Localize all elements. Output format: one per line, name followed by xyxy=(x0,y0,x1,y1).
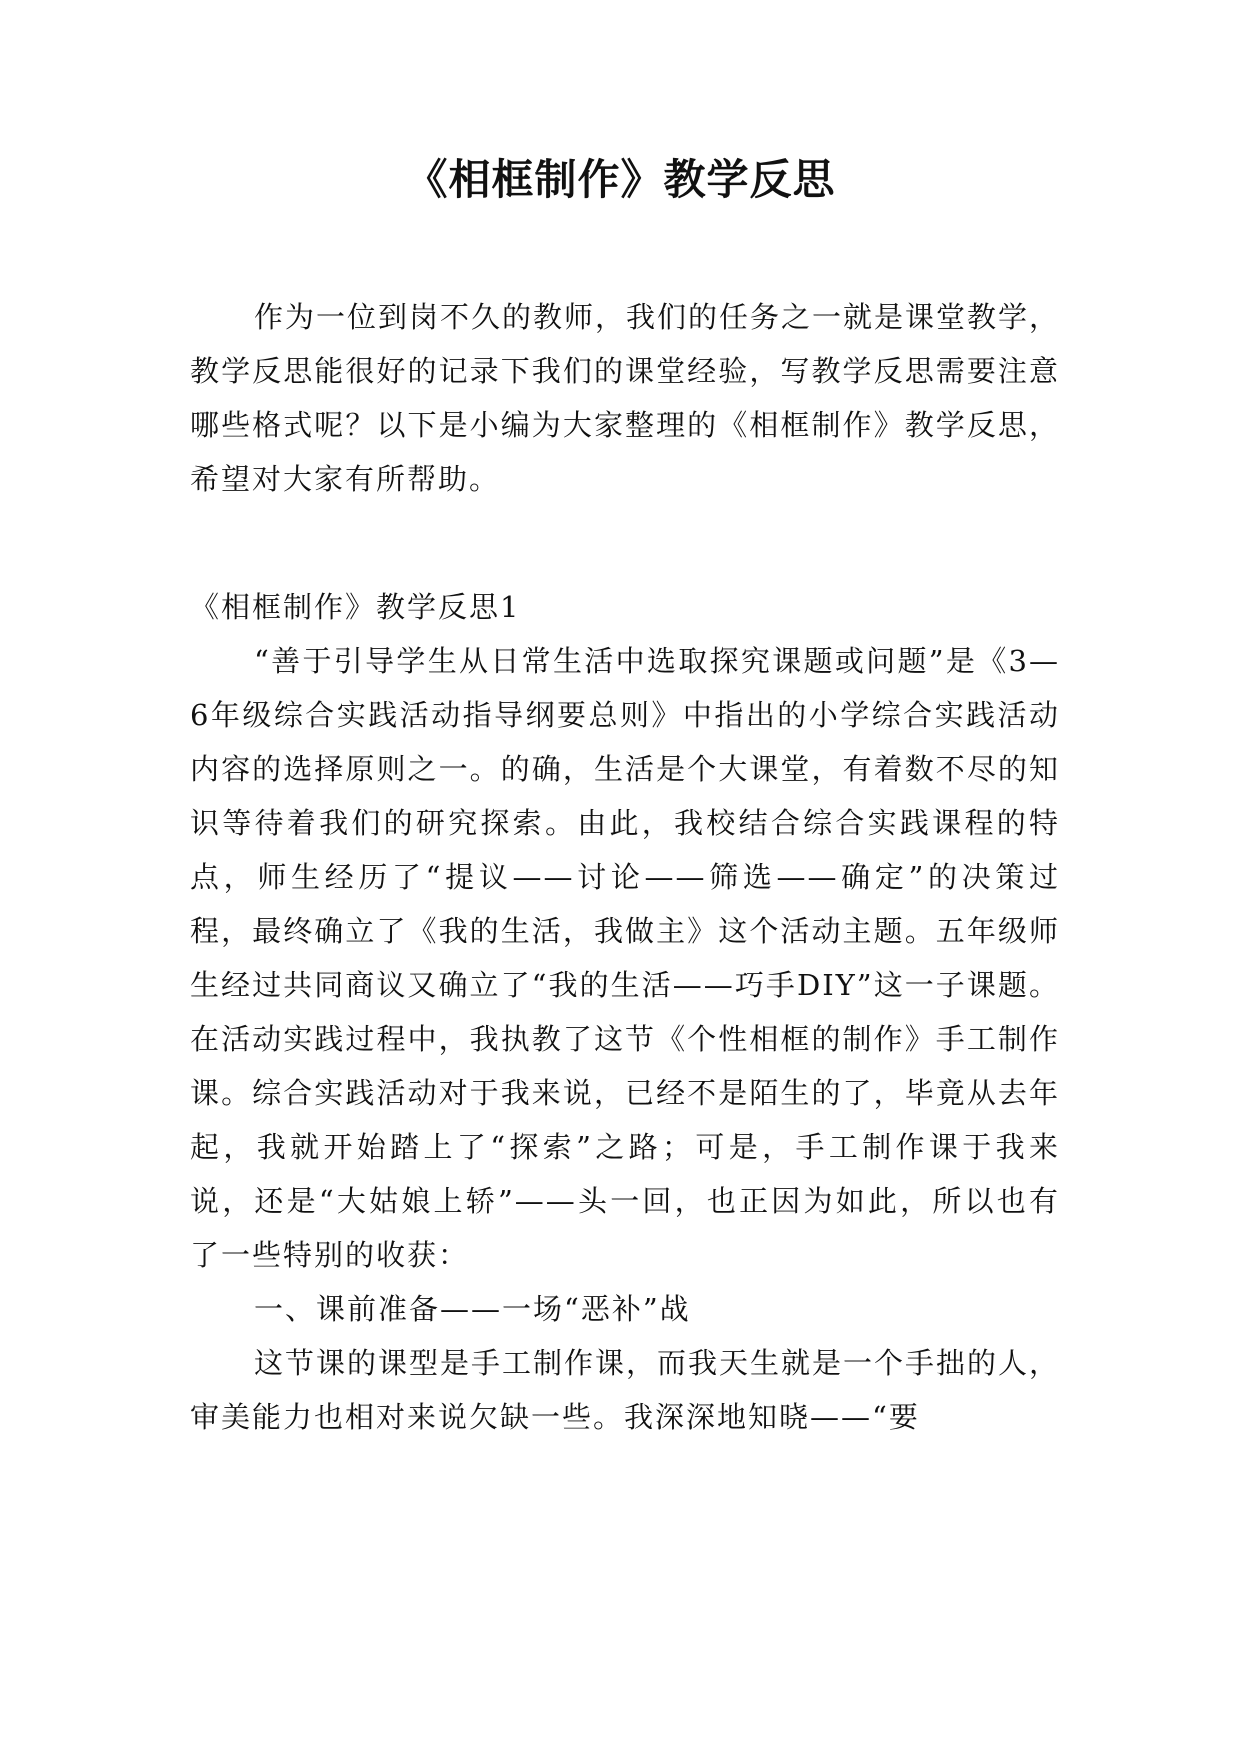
body-paragraph: 这节课的课型是手工制作课，而我天生就是一个手拙的人，审美能力也相对来说欠缺一些。我深深地知晓——“要 xyxy=(190,1346,1061,1434)
body-paragraph: “善于引导学生从日常生活中选取探究课题或问题”是《3—6年级综合实践活动指导纲要总则》中指出的小学综合实践活动内容的选择原则之一。的确，生活是个大课堂，有着数不尽的知识等待着我们的研究探索。由此，我校结合综合实践课程的特点，师生经历了“提议——讨论——筛选——确定”的决策过程，最终确立了《我的生活，我做主》这个活动主题。五年级师生经过共同商议又确立了“我的生活——巧手DIY”这一子课题。在活动实践过程中，我执教了这节《个性相框的制作》手工制作课。综合实践活动对于我来说，已经不是陌生的了，毕竟从去年起，我就开始踏上了“探索”之路；可是，手工制作课于我来说，还是“大姑娘上轿”——头一回，也正因为如此，所以也有了一些特别的收获： xyxy=(190,644,1060,1272)
document-title: 《相框制作》教学反思 xyxy=(405,155,836,204)
section-heading: 《相框制作》教学反思1 xyxy=(190,590,521,624)
intro-paragraph: 作为一位到岗不久的教师，我们的任务之一就是课堂教学，教学反思能很好的记录下我们的课堂经验，写教学反思需要注意哪些格式呢？以下是小编为大家整理的《相框制作》教学反思，希望对大家有所帮助。 xyxy=(190,300,1061,496)
section-body xyxy=(190,634,1060,1444)
subsection-heading: 一、课前准备——一场“恶补”战 xyxy=(254,1292,691,1326)
